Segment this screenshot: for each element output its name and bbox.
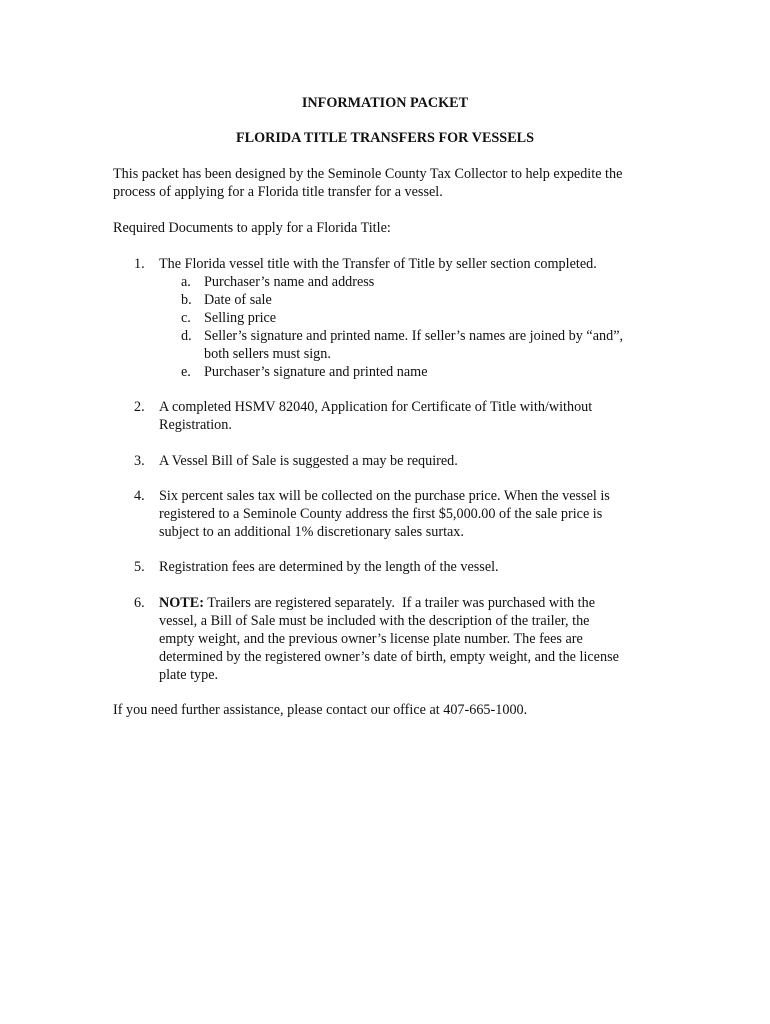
sub-item-text: Purchaser’s signature and printed name — [204, 364, 428, 380]
sub-item-text: Seller’s signature and printed name. If seller’s names are joined by “and”, — [204, 328, 624, 344]
note-text: Trailers are registered separately. If a trailer was purchased with the — [203, 595, 595, 611]
item-text: empty weight, and the previous owner’s license plate number. The fees are — [159, 631, 583, 647]
sub-item-letter: b. — [181, 292, 192, 308]
item-text: Registration. — [159, 417, 232, 433]
packet-subtitle: FLORIDA TITLE TRANSFERS FOR VESSELS — [235, 130, 535, 146]
note-label: NOTE: — [159, 595, 204, 611]
sub-item-letter: d. — [181, 328, 192, 344]
item-number: 1. — [134, 256, 145, 272]
item-number: 2. — [134, 399, 145, 415]
item-number: 4. — [134, 488, 145, 504]
required-documents-heading: Required Documents to apply for a Florida Title: — [113, 220, 391, 236]
intro-paragraph — [113, 165, 673, 201]
item-text: A completed HSMV 82040, Application for Certificate of Title with/without — [159, 399, 593, 415]
sub-item-letter: e. — [181, 364, 191, 380]
item-text: subject to an additional 1% discretionary sales surtax. — [159, 524, 464, 540]
intro-line: process of applying for a Florida title transfer for a vessel. — [113, 184, 443, 200]
item-number: 6. — [134, 595, 145, 611]
sub-item-text: Selling price — [204, 310, 277, 326]
item-text: Six percent sales tax will be collected on the purchase price. When the vessel is — [159, 488, 610, 504]
sub-item-text: Purchaser’s name and address — [204, 274, 375, 290]
sub-item-letter: a. — [181, 274, 191, 290]
item-text: determined by the registered owner’s date of birth, empty weight, and the license — [159, 649, 619, 665]
packet-title: INFORMATION PACKET — [301, 95, 469, 111]
item-text: vessel, a Bill of Sale must be included with the description of the trailer, the — [159, 613, 590, 629]
item-number: 5. — [134, 559, 145, 575]
sub-item-text: Date of sale — [204, 292, 272, 308]
sub-item-text: both sellers must sign. — [204, 346, 331, 362]
item-text: Registration fees are determined by the length of the vessel. — [159, 559, 499, 575]
item-text: A Vessel Bill of Sale is suggested a may be required. — [159, 453, 458, 469]
sub-item-letter: c. — [181, 310, 191, 326]
item-number: 3. — [134, 453, 145, 469]
item-text: The Florida vessel title with the Transfer of Title by seller section completed. — [159, 256, 597, 272]
item-text — [159, 594, 659, 612]
item-text: registered to a Seminole County address the first $5,000.00 of the sale price is — [159, 506, 603, 522]
intro-line: This packet has been designed by the Seminole County Tax Collector to help expedite the — [113, 166, 623, 182]
closing-paragraph: If you need further assistance, please contact our office at 407-665-1000. — [113, 702, 528, 718]
item-text: plate type. — [159, 667, 219, 683]
